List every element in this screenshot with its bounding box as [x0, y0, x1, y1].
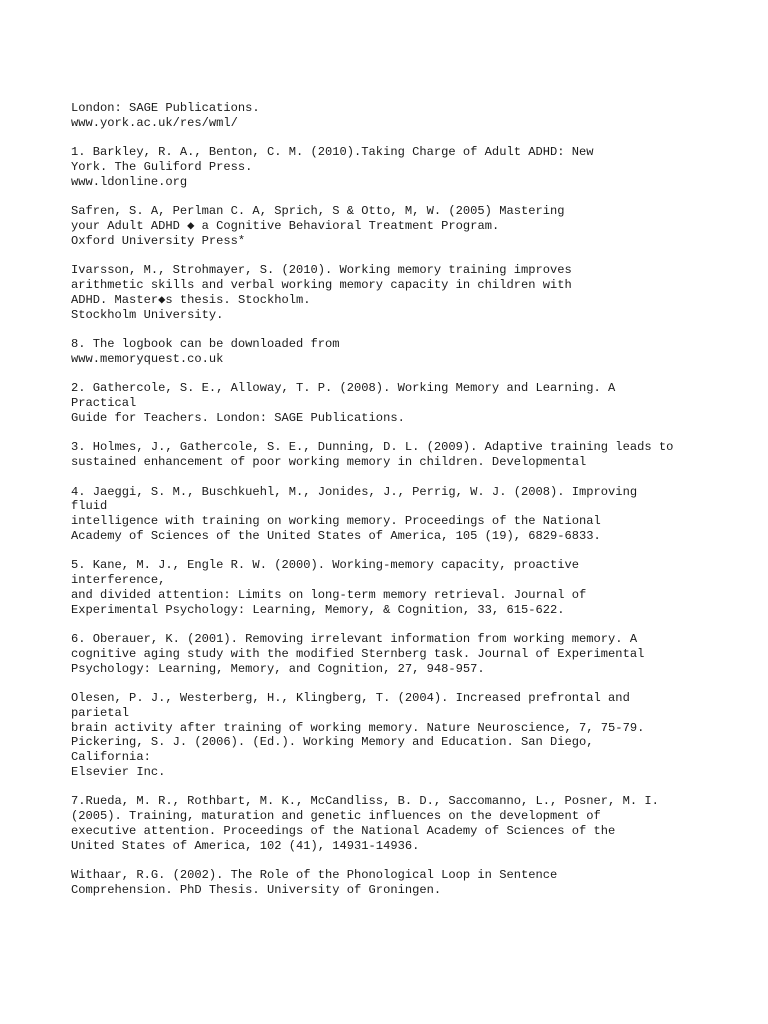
url-line: www.ldonline.org — [71, 174, 188, 189]
text-line: arithmetic skills and verbal working memory capacity in children with — [71, 278, 572, 292]
text-line: Safren, S. A, Perlman C. A, Sprich, S & Otto, M, W. (2005) Mastering — [71, 204, 565, 219]
text-line: 6. Oberauer, K. (2001). Removing irrelevant information from working memory. A — [71, 632, 638, 646]
text-line: Guide for Teachers. London: SAGE Publications. — [71, 410, 405, 425]
text-line: Practical — [71, 396, 137, 410]
text-line: London: SAGE Publications. — [71, 101, 260, 115]
reference-entry — [71, 145, 731, 189]
text-line: Withaar, R.G. (2002). The Role of the Phonological Loop in Sentence — [71, 868, 558, 882]
reference-entry — [71, 691, 731, 780]
text-line: Olesen, P. J., Westerberg, H., Klingberg, T. (2004). Increased prefrontal and — [71, 691, 630, 705]
reference-entry — [71, 381, 731, 425]
text-line: United States of America, 102 (41), 14931-14936. — [71, 838, 420, 853]
text-line: 5. Kane, M. J., Engle R. W. (2000). Working-memory capacity, proactive — [71, 558, 580, 573]
text-line: parietal — [71, 705, 130, 720]
text-line: brain activity after training of working memory. Nature Neuroscience, 7, 75-79. — [71, 720, 645, 735]
text-line: your Adult ADHD ◆ a Cognitive Behavioral Treatment Program. — [71, 219, 500, 233]
text-line: executive attention. Proceedings of the National Academy of Sciences of the — [71, 823, 616, 838]
reference-entry — [71, 204, 731, 248]
reference-entry — [71, 440, 731, 470]
text-line: York. The Guliford Press. — [71, 160, 253, 174]
text-line: 4. Jaeggi, S. M., Buschkuehl, M., Jonides, J., Perrig, W. J. (2008). Improving — [71, 484, 638, 499]
text-line: Academy of Sciences of the United States of America, 105 (19), 6829-6833. — [71, 528, 601, 543]
document-page — [71, 101, 731, 912]
text-line: Elsevier Inc. — [71, 764, 166, 779]
text-line: and divided attention: Limits on long-term memory retrieval. Journal of — [71, 587, 587, 602]
text-line: cognitive aging study with the modified Sternberg task. Journal of Experimental — [71, 646, 645, 661]
text-line: California: — [71, 750, 151, 764]
text-line: fluid — [71, 499, 108, 514]
reference-entry — [71, 794, 731, 853]
text-line: 8. The logbook can be downloaded from — [71, 337, 340, 351]
reference-entry — [71, 101, 731, 131]
text-line: 1. Barkley, R. A., Benton, C. M. (2010).Taking Charge of Adult ADHD: New — [71, 145, 594, 160]
text-line: Pickering, S. J. (2006). (Ed.). Working Memory and Education. San Diego, — [71, 735, 594, 750]
text-line: intelligence with training on working memory. Proceedings of the National — [71, 514, 601, 528]
text-line: 7.Rueda, M. R., Rothbart, M. K., McCandliss, B. D., Saccomanno, L., Posner, M. I. — [71, 794, 659, 809]
text-line: Psychology: Learning, Memory, and Cognition, 27, 948-957. — [71, 661, 485, 676]
text-line: sustained enhancement of poor working memory in children. Developmental — [71, 455, 587, 469]
text-line: ADHD. Master◆s thesis. Stockholm. — [71, 292, 311, 307]
reference-entry — [71, 485, 731, 544]
text-line: Ivarsson, M., Strohmayer, S. (2010). Working memory training improves — [71, 263, 572, 278]
text-line: (2005). Training, maturation and genetic influences on the development of — [71, 809, 601, 823]
text-line: 2. Gathercole, S. E., Alloway, T. P. (2008). Working Memory and Learning. A — [71, 381, 616, 396]
url-line: www.memoryquest.co.uk — [71, 351, 224, 366]
reference-entry — [71, 632, 731, 676]
text-line: Experimental Psychology: Learning, Memory, & Cognition, 33, 615-622. — [71, 602, 565, 617]
text-line: interference, — [71, 573, 166, 587]
reference-entry — [71, 868, 731, 898]
text-line: Stockholm University. — [71, 307, 224, 322]
reference-entry — [71, 558, 731, 617]
url-line: www.york.ac.uk/res/wml/ — [71, 115, 238, 130]
reference-entry — [71, 263, 731, 322]
text-line: 3. Holmes, J., Gathercole, S. E., Dunning, D. L. (2009). Adaptive training leads to — [71, 440, 674, 455]
reference-entry — [71, 337, 731, 367]
text-line: Oxford University Press* — [71, 233, 246, 248]
text-line: Comprehension. PhD Thesis. University of Groningen. — [71, 882, 442, 897]
